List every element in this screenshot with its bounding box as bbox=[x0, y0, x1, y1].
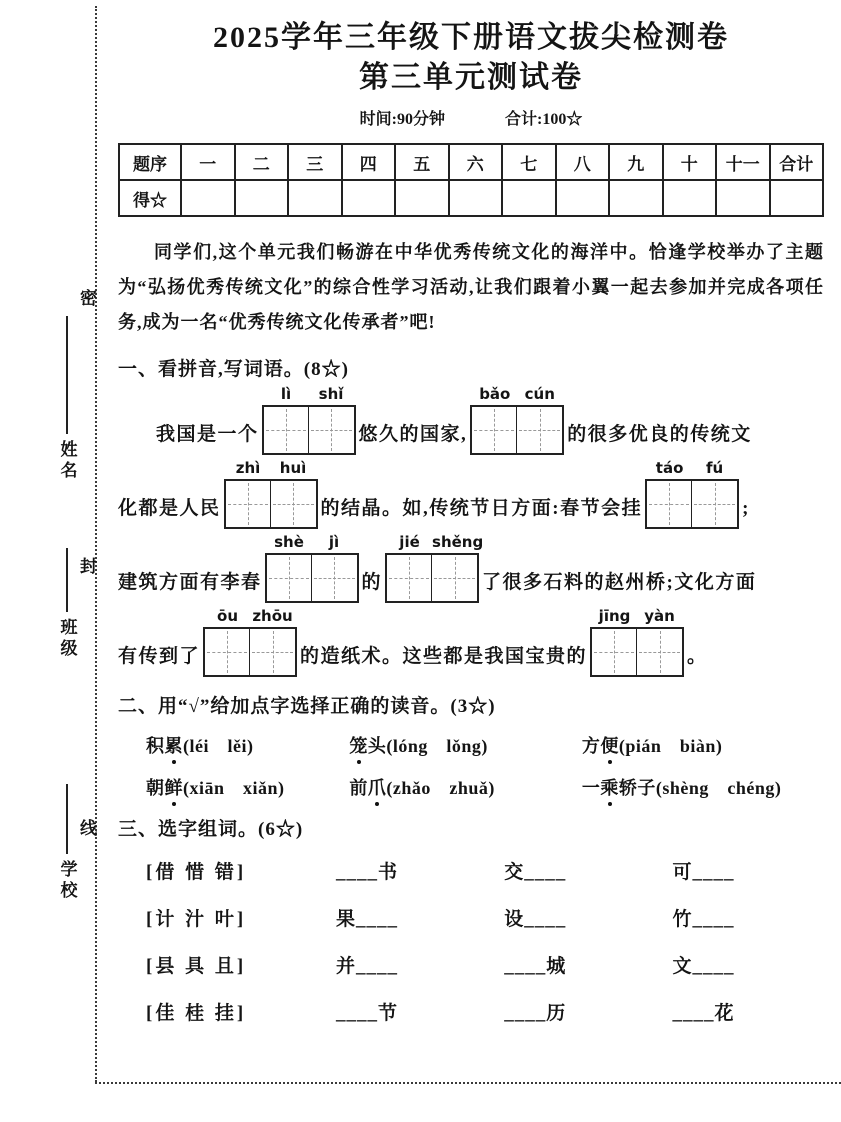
writing-cell[interactable] bbox=[387, 555, 432, 601]
writing-cell[interactable] bbox=[309, 407, 354, 453]
section2-body bbox=[118, 732, 824, 800]
score-cell[interactable] bbox=[342, 180, 396, 216]
seal-char-feng: 封 bbox=[80, 557, 97, 576]
school-label: 学校 bbox=[57, 860, 77, 902]
pinyin-line bbox=[118, 533, 824, 603]
pinyin-line bbox=[118, 459, 824, 529]
word-blank: 交____ bbox=[504, 862, 567, 883]
writing-cell[interactable] bbox=[205, 629, 250, 675]
writing-cell[interactable] bbox=[267, 555, 312, 601]
word-blank: 设____ bbox=[504, 909, 567, 930]
seal-char-mi: 密 bbox=[80, 289, 97, 308]
pinyin-label-row bbox=[226, 459, 316, 479]
sentence-text: 化都是人民 bbox=[118, 498, 221, 519]
score-table-column-header: 十一 bbox=[716, 144, 770, 180]
score-cell[interactable] bbox=[288, 180, 342, 216]
section1-title: 一、看拼音,写词语。(8☆) bbox=[118, 359, 349, 380]
score-cell[interactable] bbox=[663, 180, 717, 216]
sentence-text: 的造纸术。这些都是我国宝贵的 bbox=[300, 646, 588, 667]
section2-title: 二、用“√”给加点字选择正确的读音。(3☆) bbox=[118, 696, 496, 717]
score-table-header-row bbox=[119, 144, 823, 180]
word-blank: ____历 bbox=[504, 1003, 567, 1024]
school-blank-line[interactable] bbox=[66, 784, 68, 854]
score-cell[interactable] bbox=[502, 180, 556, 216]
word-blank: 竹____ bbox=[672, 909, 735, 930]
writing-cell[interactable] bbox=[592, 629, 637, 675]
seal-line-vertical bbox=[95, 6, 97, 1082]
score-table-column-header: 四 bbox=[342, 144, 396, 180]
word-blank: 可____ bbox=[672, 862, 735, 883]
pinyin-writing-grid bbox=[265, 533, 359, 603]
score-cell[interactable] bbox=[556, 180, 610, 216]
writing-boxes bbox=[224, 479, 318, 529]
dotted-character: 鲜 bbox=[165, 774, 184, 800]
sentence-text: ; bbox=[742, 498, 750, 519]
pinyin-label-row bbox=[264, 385, 354, 405]
score-table-column-header: 八 bbox=[556, 144, 610, 180]
pinyin-writing-grid bbox=[590, 607, 684, 677]
paper-meta bbox=[118, 106, 824, 129]
pinyin-writing-grid bbox=[385, 533, 484, 603]
dotted-character: 爪 bbox=[368, 774, 387, 800]
word-blank: 果____ bbox=[336, 909, 399, 930]
writing-cell[interactable] bbox=[264, 407, 309, 453]
writing-cell[interactable] bbox=[472, 407, 517, 453]
character-options: [佳 桂 挂] bbox=[146, 1003, 247, 1024]
sentence-text: 有传到了 bbox=[118, 646, 201, 667]
pinyin-syllable: ōu bbox=[217, 607, 238, 625]
pinyin-label-row bbox=[267, 533, 357, 553]
name-label: 姓名 bbox=[57, 440, 77, 482]
sentence-text: 。 bbox=[687, 646, 708, 667]
pinyin-syllable: cún bbox=[524, 385, 555, 403]
pinyin-syllable: zhì bbox=[235, 459, 261, 477]
score-table-column-header: 五 bbox=[395, 144, 449, 180]
score-cell[interactable] bbox=[235, 180, 289, 216]
class-blank-line[interactable] bbox=[66, 548, 68, 612]
sentence-text: 的很多优良的传统文 bbox=[567, 424, 752, 445]
score-table-column-header: 二 bbox=[235, 144, 289, 180]
name-field bbox=[56, 316, 78, 482]
score-table-header-label: 题序 bbox=[119, 144, 181, 180]
writing-boxes bbox=[265, 553, 359, 603]
word-blank: ____书 bbox=[336, 862, 399, 883]
writing-cell[interactable] bbox=[647, 481, 692, 527]
dotted-character: 笼 bbox=[349, 732, 368, 758]
writing-boxes bbox=[470, 405, 564, 455]
pinyin-label-row bbox=[647, 459, 737, 479]
pinyin-syllable: jì bbox=[328, 533, 340, 551]
sentence-text: 了很多石料的赵州桥;文化方面 bbox=[482, 572, 757, 593]
pinyin-line bbox=[118, 607, 824, 677]
word-blank: ____花 bbox=[672, 1003, 735, 1024]
writing-cell[interactable] bbox=[692, 481, 737, 527]
score-cell[interactable] bbox=[770, 180, 824, 216]
sentence-text: 的结晶。如,传统节日方面:春节会挂 bbox=[320, 498, 643, 519]
pinyin-label-row bbox=[387, 533, 484, 553]
pinyin-label-row bbox=[205, 607, 295, 627]
pronunciation-item: 方便(pián biàn) bbox=[582, 732, 824, 758]
pinyin-label-row bbox=[472, 385, 562, 405]
sentence-text: 的 bbox=[361, 572, 383, 593]
pinyin-writing-grid bbox=[203, 607, 297, 677]
school-field bbox=[56, 784, 78, 902]
score-cell[interactable] bbox=[181, 180, 235, 216]
seal-line-horizontal bbox=[95, 1082, 841, 1084]
paper-subtitle: 第三单元测试卷 bbox=[359, 61, 583, 94]
score-table-column-header: 七 bbox=[502, 144, 556, 180]
writing-cell[interactable] bbox=[517, 407, 562, 453]
writing-boxes bbox=[645, 479, 739, 529]
pinyin-syllable: shěng bbox=[432, 533, 484, 551]
writing-boxes bbox=[385, 553, 479, 603]
dotted-character: 乘 bbox=[600, 774, 619, 800]
score-cell[interactable] bbox=[395, 180, 449, 216]
score-table bbox=[118, 143, 824, 217]
sentence-text: 悠久的国家, bbox=[358, 424, 468, 445]
section3-title: 三、选字组词。(6☆) bbox=[118, 819, 304, 840]
character-options: [计 汁 叶] bbox=[146, 909, 247, 930]
word-blank: ____城 bbox=[504, 956, 567, 977]
pinyin-writing-grid bbox=[262, 385, 356, 455]
pinyin-syllable: yàn bbox=[644, 607, 675, 625]
pinyin-syllable: táo bbox=[655, 459, 684, 477]
score-cell[interactable] bbox=[449, 180, 503, 216]
score-table-column-header: 一 bbox=[181, 144, 235, 180]
sentence-text: 我国是一个 bbox=[156, 424, 259, 445]
sentence-text: 建筑方面有李春 bbox=[118, 572, 262, 593]
paper-title: 2025学年三年级下册语文拔尖检测卷 bbox=[213, 21, 729, 54]
pinyin-label-row bbox=[592, 607, 682, 627]
pinyin-syllable: lì bbox=[280, 385, 292, 403]
score-cell[interactable] bbox=[716, 180, 770, 216]
pronunciation-item: 积累(léi lěi) bbox=[146, 732, 349, 758]
writing-boxes bbox=[590, 627, 684, 677]
total-score-label: 合计:100☆ bbox=[505, 111, 583, 128]
pinyin-syllable: zhōu bbox=[252, 607, 293, 625]
score-table-column-header: 合计 bbox=[770, 144, 824, 180]
writing-cell[interactable] bbox=[637, 629, 682, 675]
pronunciation-item: 朝鲜(xiān xiǎn) bbox=[146, 774, 349, 800]
time-label: 时间:90分钟 bbox=[359, 111, 445, 128]
writing-cell[interactable] bbox=[312, 555, 357, 601]
pinyin-syllable: shǐ bbox=[318, 385, 344, 403]
score-table-column-header: 六 bbox=[449, 144, 503, 180]
class-label: 班级 bbox=[57, 618, 77, 660]
name-blank-line[interactable] bbox=[66, 316, 68, 434]
intro-paragraph: 同学们,这个单元我们畅游在中华优秀传统文化的海洋中。恰逢学校举办了主题为“弘扬优秀传统文化”的综合性学习活动,让我们跟着小翼一起去参加并完成各项任务,成为一名“优秀传统文化传承者”吧! bbox=[118, 242, 824, 332]
pinyin-line bbox=[118, 385, 824, 455]
word-blank: 并____ bbox=[336, 956, 399, 977]
dotted-character: 累 bbox=[165, 732, 184, 758]
score-table-column-header: 十 bbox=[663, 144, 717, 180]
pinyin-syllable: jīng bbox=[598, 607, 631, 625]
score-table-score-row bbox=[119, 180, 823, 216]
pronunciation-item: 一乘轿子(shèng chéng) bbox=[582, 774, 824, 800]
writing-cell[interactable] bbox=[226, 481, 271, 527]
character-options: [借 惜 错] bbox=[146, 862, 247, 883]
word-blank: ____节 bbox=[336, 1003, 399, 1024]
writing-boxes bbox=[262, 405, 356, 455]
pinyin-syllable: bǎo bbox=[479, 385, 511, 403]
writing-cell[interactable] bbox=[250, 629, 295, 675]
pronunciation-item: 前爪(zhǎo zhuǎ) bbox=[349, 774, 581, 800]
seal-char-xian: 线 bbox=[80, 819, 97, 838]
pinyin-syllable: jié bbox=[399, 533, 420, 551]
score-table-column-header: 九 bbox=[609, 144, 663, 180]
pinyin-syllable: huì bbox=[279, 459, 307, 477]
pinyin-writing-grid bbox=[224, 459, 318, 529]
score-table-score-label: 得☆ bbox=[119, 180, 181, 216]
score-cell[interactable] bbox=[609, 180, 663, 216]
section3-body bbox=[118, 857, 824, 1025]
class-field bbox=[56, 548, 78, 660]
pinyin-syllable: fú bbox=[705, 459, 724, 477]
dotted-character: 便 bbox=[600, 732, 619, 758]
paper-content bbox=[118, 18, 824, 1025]
pronunciation-item: 笼头(lóng lǒng) bbox=[349, 732, 581, 758]
pinyin-syllable: shè bbox=[274, 533, 304, 551]
writing-cell[interactable] bbox=[271, 481, 316, 527]
writing-boxes bbox=[203, 627, 297, 677]
writing-cell[interactable] bbox=[432, 555, 477, 601]
pinyin-writing-grid bbox=[645, 459, 739, 529]
score-table-column-header: 三 bbox=[288, 144, 342, 180]
pinyin-writing-grid bbox=[470, 385, 564, 455]
section1-body bbox=[118, 385, 824, 677]
character-options: [县 具 且] bbox=[146, 956, 247, 977]
word-blank: 文____ bbox=[672, 956, 735, 977]
